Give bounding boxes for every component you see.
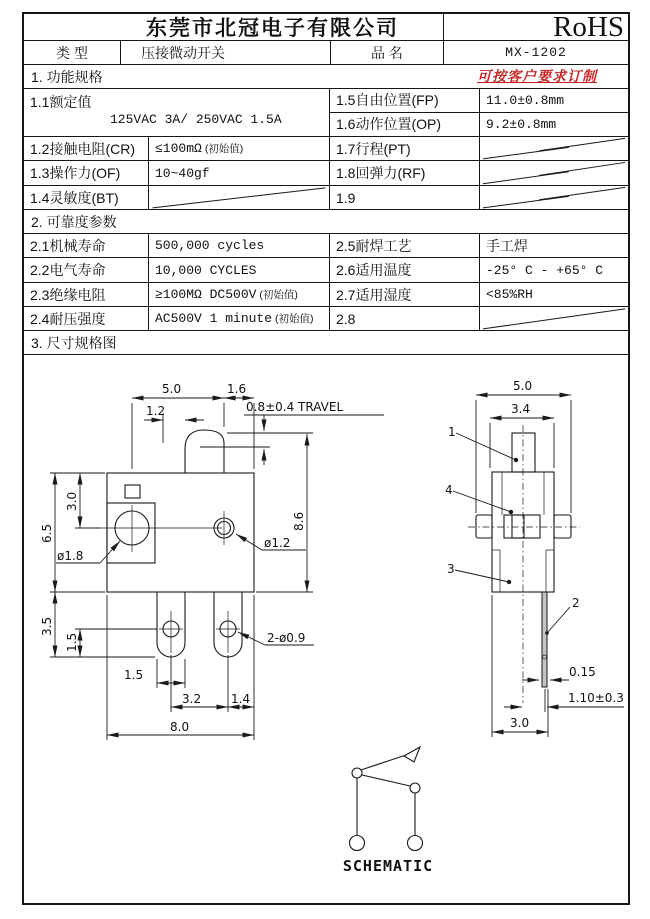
fp-label: 1.5自由位置(FP) [336,92,439,109]
front-dia-1-8: ø1.8 [57,549,84,563]
mech-life-value: 500,000 cycles [148,234,329,257]
hatch-lines [480,161,628,185]
r28-label: 2.8 [329,307,479,330]
insulation-value: ≥100MΩ DC500V [155,287,257,302]
temp-label: 2.6适用温度 [329,258,479,282]
rf-label: 1.8回弹力(RF) [329,161,479,185]
rated-value: 125VAC 3A/ 250VAC 1.5A [110,112,282,127]
front-travel-label: 0.8±0.4 TRAVEL [246,400,344,414]
section3-title-row [24,331,628,355]
rated-row [24,89,628,137]
front-dim-3-5: 3.5 [40,616,54,636]
r19-value-empty [479,186,628,209]
humidity-label: 2.7适用湿度 [329,283,479,306]
bt-row [24,186,628,210]
cr-label: 1.2接触电阻(CR) [30,140,136,157]
side-callout-3: 3 [447,562,455,576]
r19-label: 1.9 [329,186,479,209]
pt-value-empty [479,137,628,160]
front-dim-5-0: 5.0 [162,382,182,396]
product-name-value: MX-1202 [443,41,628,64]
section1-title-cell [24,65,628,88]
front-view [40,382,384,740]
op-label: 1.6动作位置(OP) [336,116,442,133]
side-dim-3-4: 3.4 [511,402,531,416]
front-dim-8-6: 8.6 [292,511,306,531]
rated-cell [24,89,329,136]
type-value: 压接微动开关 [120,41,330,64]
front-dim-1-6: 1.6 [227,382,247,396]
section2-title: 2. 可靠度参数 [31,213,117,230]
bt-label: 1.4灵敏度(BT) [30,189,119,206]
front-dim-1-4: 1.4 [231,692,251,706]
withstand-label: 2.4耐压强度 [30,310,106,327]
section3-title: 3. 尺寸规格图 [31,334,117,351]
solder-label: 2.5耐焊工艺 [329,234,479,257]
hatch-lines [480,307,628,330]
op-value: 9.2±0.8mm [479,113,628,136]
header-row [24,14,628,41]
front-dim-8-0: 8.0 [170,720,190,734]
mech-life-label: 2.1机械寿命 [30,237,106,254]
insulation-label: 2.3绝缘电阻 [30,286,106,303]
withstand-value-cell [148,307,329,330]
op-subrow [330,113,628,136]
side-dim-5-0: 5.0 [513,379,533,393]
product-name-label: 品 名 [330,41,443,64]
insulation-note: (初始值) [259,289,298,301]
front-dim-1-5-v: 1.5 [65,632,79,652]
side-dim-1-10: 1.10±0.3 [568,691,624,705]
withstand-row [24,307,628,331]
fp-op-stack [329,89,628,136]
temp-value: -25° C - +65° C [479,258,628,282]
custom-order-note: 可按客户要求订制 [477,68,597,84]
of-value: 10~40gf [148,161,329,185]
elec-life-label: 2.2电气寿命 [30,262,106,278]
sheet-frame [22,12,630,905]
meta-row [24,41,628,65]
front-holes-note: 2-ø0.9 [267,631,306,645]
front-dim-6-5: 6.5 [40,523,54,543]
elec-life-row [24,258,628,283]
cr-value-cell [148,137,329,160]
side-dim-3-0: 3.0 [510,716,530,730]
front-dim-1-2: 1.2 [146,404,166,418]
front-dim-1-5-h: 1.5 [124,668,144,682]
fp-value: 11.0±0.8mm [479,89,628,112]
fp-subrow [330,89,628,113]
humidity-value: <85%RH [479,283,628,306]
rf-value-empty [479,161,628,185]
section2-title-row [24,210,628,234]
mech-life-row [24,234,628,258]
side-view [445,379,624,737]
elec-life-value: 10,000 CYCLES [148,258,329,282]
schematic-label: SCHEMATIC [342,857,434,875]
of-row [24,161,628,186]
insulation-value-cell [148,283,329,306]
withstand-value: AC500V 1 minute [155,311,273,326]
side-callout-4: 4 [445,483,453,497]
cr-row [24,137,628,161]
bt-value-empty [148,186,329,209]
withstand-note: (初始值) [275,313,314,325]
insulation-row [24,283,628,307]
type-label: 类 型 [56,44,88,61]
front-dim-3-2: 3.2 [182,692,202,706]
section1-title: 1. 功能规格 [31,68,103,85]
r28-value-empty [479,307,628,330]
hatch-lines [480,186,628,209]
solder-value: 手工焊 [479,234,628,257]
rohs-mark: RoHS [443,14,628,40]
pt-label: 1.7行程(PT) [329,137,479,160]
hatch-lines [480,137,628,160]
cr-value: ≤100mΩ [155,141,202,156]
front-dim-3-0: 3.0 [65,491,79,511]
side-callout-1: 1 [448,425,456,439]
cr-note: (初始值) [204,143,244,155]
side-callout-2: 2 [572,596,580,610]
hatch-lines [149,186,329,209]
schematic [343,747,433,875]
rated-label: 1.1额定值 [30,94,92,110]
side-dim-0-15: 0.15 [569,665,596,679]
dimension-drawing [24,355,628,903]
company-title: 东莞市北冠电子有限公司 [146,17,399,40]
of-label: 1.3操作力(OF) [30,165,121,181]
front-dia-1-2: ø1.2 [264,536,291,550]
section1-title-row [24,65,628,89]
